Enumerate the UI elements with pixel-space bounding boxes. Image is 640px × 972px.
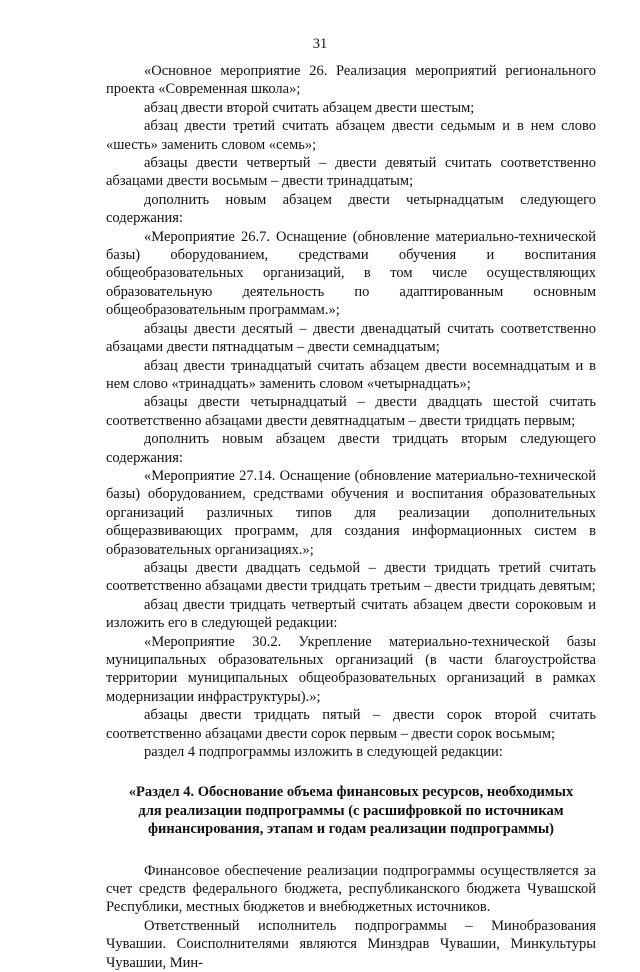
paragraph: абзац двести тридцать четвертый считать абзацем двести сороковым и изложить его в следующей редакции: (106, 596, 596, 632)
quoted-paragraph: «Мероприятие 26.7. Оснащение (обновление материально-технической базы) оборудованием, средствами обучения и воспитания общеобразовательных организаций, в том числе осуществляющих образовательную деятельность по адаптированным основным общеобразовательным программам.»; (106, 228, 596, 319)
paragraph: абзацы двести десятый – двести двенадцатый считать соответственно абзацами двести пятнадцатым – двести семнадцатым; (106, 320, 596, 356)
paragraph: дополнить новым абзацем двести четырнадцатым следующего содержания: (106, 191, 596, 227)
quoted-paragraph: «Мероприятие 27.14. Оснащение (обновление материально-технической базы) оборудованием, средствами обучения и воспитания образовательных организаций различных типов для реализации дополнительных общеразвивающих программ, для создания информационных систем в образовательных организациях.»; (106, 467, 596, 558)
paragraph: Ответственный исполнитель подпрограммы – Минобразования Чувашии. Соисполнителями являются Минздрав Чувашии, Минкультуры Чувашии, Мин- (106, 917, 596, 971)
paragraph: Финансовое обеспечение реализации подпрограммы осуществляется за счет средств федерального бюджета, республиканского бюджета Чувашской Республики, местных бюджетов и внебюджетных источников. (106, 862, 596, 916)
document-body (106, 62, 596, 972)
section-heading-line: финансирования, этапам и годам реализации подпрограммы) (148, 821, 554, 838)
paragraph: дополнить новым абзацем двести тридцать вторым следующего содержания: (106, 431, 596, 466)
section-heading-line: для реализации подпрограммы (с расшифровкой по источникам (138, 802, 564, 819)
paragraph: абзацы двести тридцать пятый – двести сорок второй считать соответственно абзацами двести сорок первым – двести сорок восьмым; (106, 707, 596, 742)
paragraph: абзац двести тринадцатый считать абзацем двести восемнадцатым и в нем слово «тринадцать» заменить словом «четырнадцать»; (106, 357, 596, 392)
paragraph: абзац двести третий считать абзацем двести седьмым и в нем слово «шесть» заменить словом «семь»; (106, 118, 596, 153)
paragraph: абзацы двести четвертый – двести девятый считать соответственно абзацами двести восьмым – двести тринадцатым; (106, 155, 596, 190)
section-heading-line: «Раздел 4. Обоснование объема финансовых ресурсов, необходимых (128, 784, 574, 801)
paragraph: абзацы двести двадцать седьмой – двести тридцать третий считать соответственно абзацами двести тридцать третьим – двести тридцать девятым; (106, 559, 596, 595)
paragraph: абзацы двести четырнадцатый – двести двадцать шестой считать соответственно абзацами двести девятнадцатым – двести тридцать первым; (106, 394, 596, 429)
paragraph: «Основное мероприятие 26. Реализация мероприятий регионального проекта «Современная школа»; (106, 63, 596, 98)
page-number: 31 (312, 36, 328, 52)
paragraph: абзац двести второй считать абзацем двести шестым; (144, 99, 475, 116)
section-heading (106, 783, 596, 838)
paragraph: раздел 4 подпрограммы изложить в следующей редакции: (144, 744, 503, 761)
quoted-paragraph: «Мероприятие 30.2. Укрепление материально-технической базы муниципальных образовательных организаций (в части благоустройства территории муниципальных общеобразовательных организаций в рамках модернизации инфраструктуры).»; (106, 633, 596, 705)
